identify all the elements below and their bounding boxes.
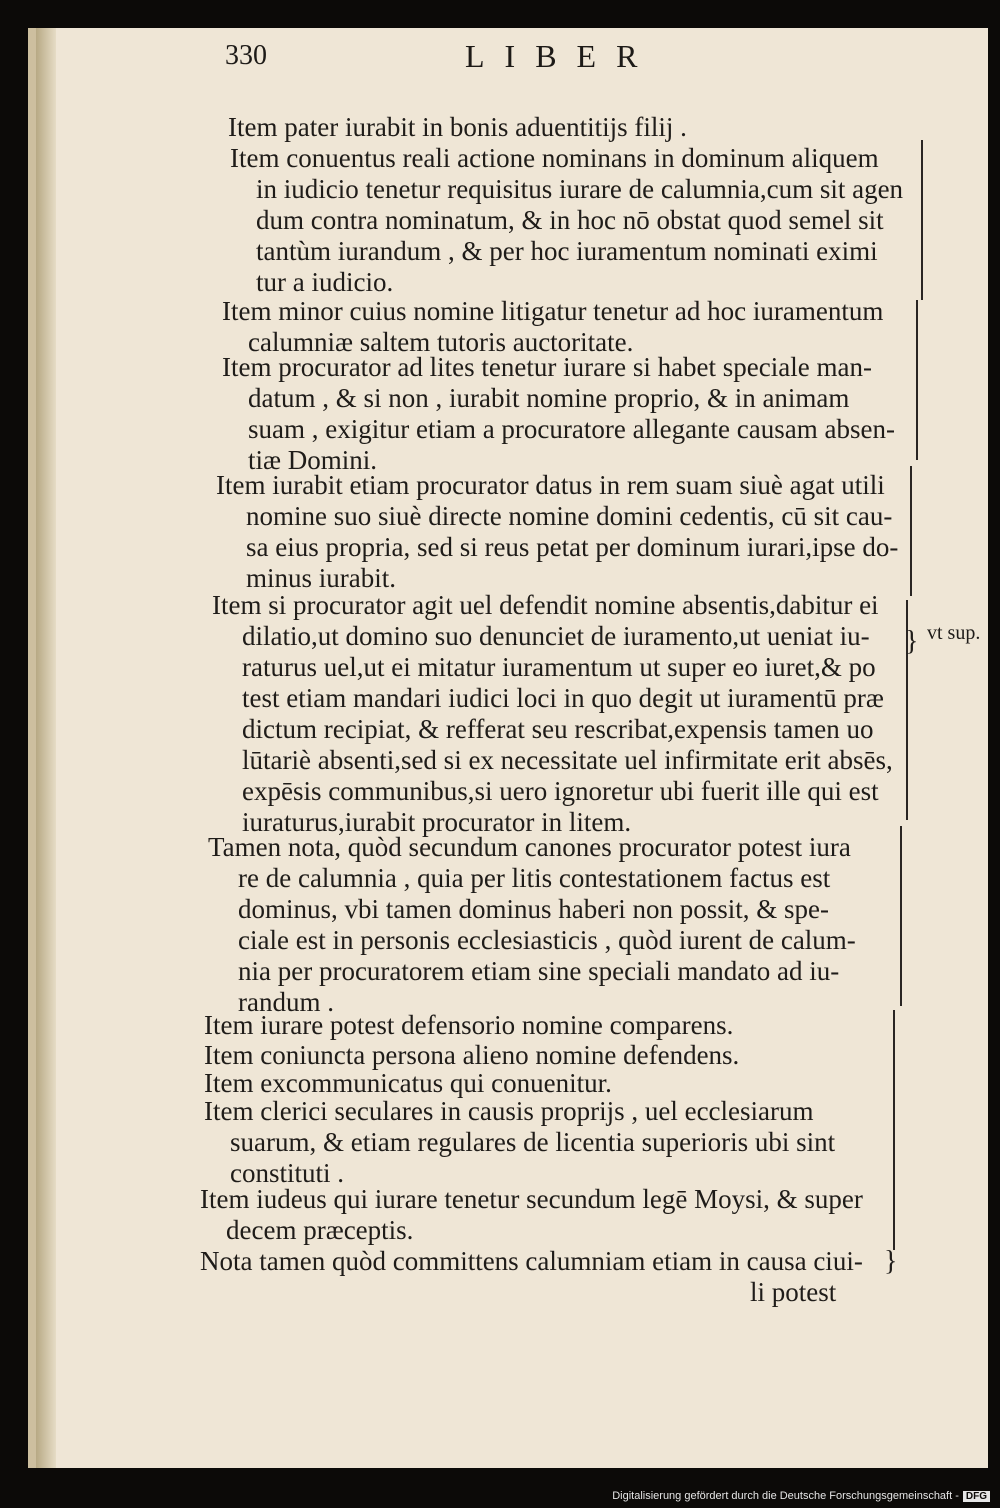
text-line: Item iurare potest defensorio nomine comparens. [204, 1010, 734, 1040]
brace-mark: } [884, 1246, 898, 1277]
text-line: Item conuentus reali actione nominans in dominum aliquem [230, 143, 879, 173]
text-entry [208, 832, 856, 1018]
margin-rule [893, 1010, 895, 1250]
text-line: nia per procuratorem etiam sine speciali mandato ad iu- [238, 956, 840, 986]
text-line: raturus uel,ut ei mitatur iuramentum ut super eo iuret,& po [242, 652, 876, 682]
text-entry [204, 1010, 733, 1041]
text-line: Item si procurator agit uel defendit nomine absentis,dabitur ei [212, 590, 879, 620]
text-line: tantùm iurandum , & per hoc iuramentum nominati eximi [256, 236, 878, 266]
text-line: nomine suo siuè directe nomine domini cedentis, cū sit cau- [246, 501, 893, 531]
text-line: iuraturus,iurabit procurator in litem. [242, 807, 632, 837]
text-line: minus iurabit. [246, 563, 396, 593]
text-line: Item clerici seculares in causis proprijs , uel ecclesiarum [204, 1096, 814, 1126]
footer-text: Digitalisierung gefördert durch die Deutsche Forschungsgemeinschaft - [612, 1490, 959, 1502]
text-entry [230, 143, 903, 298]
margin-rule [916, 300, 918, 460]
text-line: Item iudeus qui iurare tenetur secundum legē Moysi, & super [200, 1184, 863, 1214]
text-line: Item pater iurabit in bonis aduentitijs filij . [228, 112, 687, 142]
text-entry [222, 352, 895, 476]
text-line: test etiam mandari iudici loci in quo degit ut iuramentū præ [242, 683, 884, 713]
text-entry [228, 112, 687, 143]
text-entry [204, 1068, 612, 1099]
text-line: in iudicio tenetur requisitus iurare de calumnia,cum sit agen [256, 174, 904, 204]
page-number: 330 [225, 40, 267, 71]
text-line: expēsis communibus,si uero ignoretur ubi fuerit ille qui est [242, 776, 879, 806]
margin-rule [900, 826, 902, 1006]
text-line: dum contra nominatum, & in hoc nō obstat quod semel sit [256, 205, 884, 235]
text-line: dominus, vbi tamen dominus haberi non possit, & spe- [238, 894, 829, 924]
text-line: suam , exigitur etiam a procuratore allegante causam absen- [248, 414, 895, 444]
text-entry [222, 296, 883, 358]
text-line: Item coniuncta persona alieno nomine defendens. [204, 1040, 740, 1070]
text-line: constituti . [230, 1158, 344, 1188]
text-line: datum , & si non , iurabit nomine proprio, & in animam [248, 383, 850, 413]
text-line: tiæ Domini. [248, 445, 378, 475]
text-entry [200, 1246, 863, 1308]
page-header [225, 40, 705, 82]
margin-rule [921, 140, 923, 300]
text-entry [204, 1096, 835, 1189]
text-line: randum . [238, 987, 334, 1017]
text-entry [212, 590, 893, 838]
running-head: LIBER [465, 38, 658, 74]
text-line: suarum, & etiam regulares de licentia superioris ubi sint [230, 1127, 836, 1157]
text-line: Item minor cuius nomine litigatur tenetur ad hoc iuramentum [222, 296, 884, 326]
text-line: re de calumnia , quia per litis contestationem factus est [238, 863, 831, 893]
page-gutter [36, 28, 56, 1468]
brace-mark: } [905, 626, 919, 657]
text-line: li potest [750, 1277, 837, 1307]
text-line: Item procurator ad lites tenetur iurare si habet speciale man- [222, 352, 872, 382]
text-line: ciale est in personis ecclesiasticis , quòd iurent de calum- [238, 925, 856, 955]
text-line: decem præceptis. [226, 1215, 414, 1245]
footer [612, 1490, 990, 1502]
text-line: Item excommunicatus qui conuenitur. [204, 1068, 612, 1098]
text-entry [200, 1184, 863, 1246]
text-entry [216, 470, 898, 594]
margin-rule [910, 466, 912, 596]
text-line: calumniæ saltem tutoris auctoritate. [248, 327, 634, 357]
dfg-logo: DFG [963, 1491, 990, 1502]
text-line: Item iurabit etiam procurator datus in rem suam siuè agat utili [216, 470, 885, 500]
margin-note: vt sup. [927, 622, 981, 644]
text-line: sa eius propria, sed si reus petat per dominum iurari,ipse do- [246, 532, 899, 562]
text-line: dilatio,ut domino suo denunciet de iuramento,ut ueniat iu- [242, 621, 870, 651]
text-line: Nota tamen quòd committens calumniam etiam in causa ciui- [200, 1246, 863, 1276]
text-line: Tamen nota, quòd secundum canones procurator potest iura [208, 832, 851, 862]
text-line: dictum recipiat, & refferat seu rescribat,expensis tamen uo [242, 714, 874, 744]
text-line: tur a iudicio. [256, 267, 394, 297]
text-line: lūtariè absenti,sed si ex necessitate uel infirmitate erit absēs, [242, 745, 893, 775]
text-entry [204, 1040, 739, 1071]
